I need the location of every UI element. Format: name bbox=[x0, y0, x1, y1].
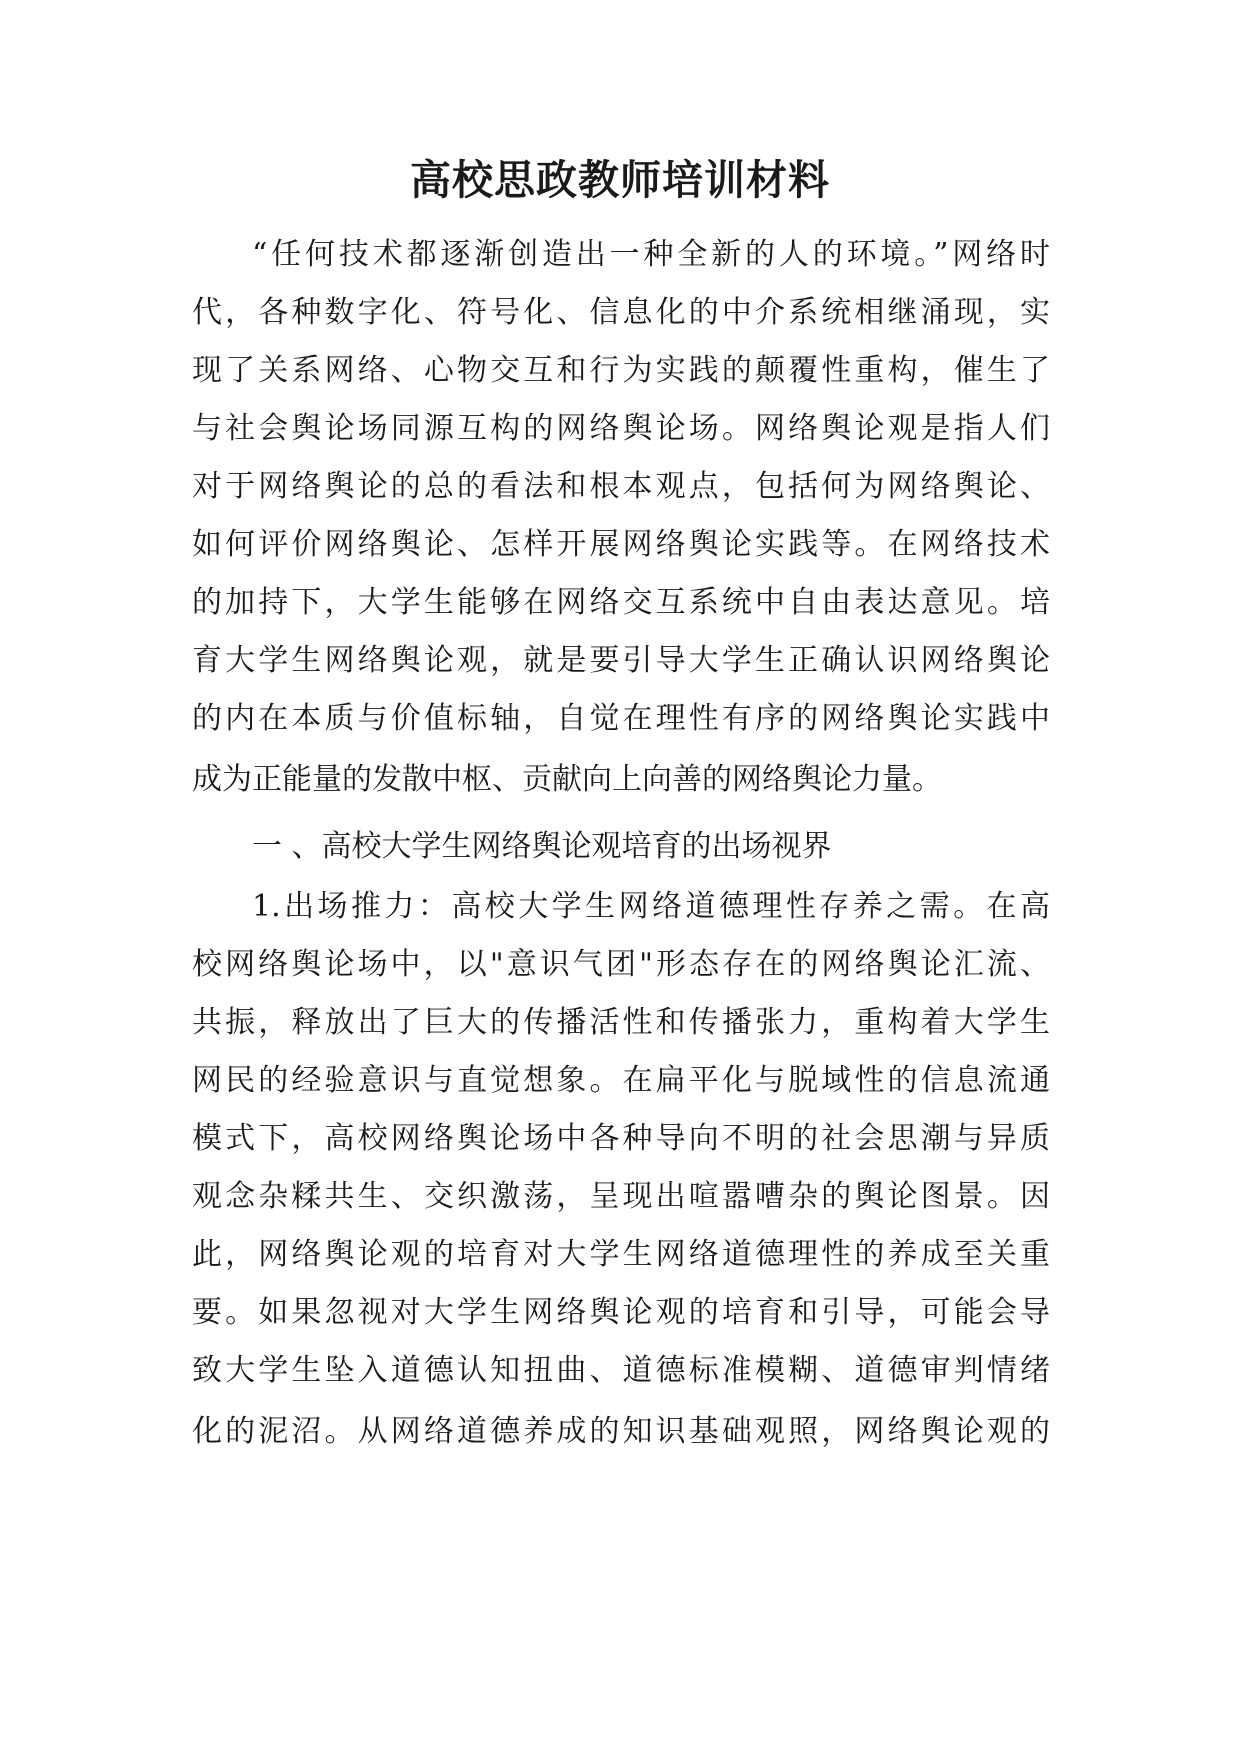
paragraph-line: 化的泥沼。从网络道德养成的知识基础观照，网络舆论观的 bbox=[192, 1414, 1050, 1449]
paragraph-line: 致大学生坠入道德认知扭曲、道德标准模糊、道德审判情绪 bbox=[192, 1353, 1050, 1388]
paragraph-line: 共振，释放出了巨大的传播活性和传播张力，重构着大学生 bbox=[192, 1005, 1050, 1040]
paragraph-line: 此，网络舆论观的培育对大学生网络道德理性的养成至关重 bbox=[192, 1237, 1050, 1272]
intro-paragraph bbox=[192, 226, 1050, 748]
paragraph-line: 与社会舆论场同源互构的网络舆论场。网络舆论观是指人们 bbox=[192, 411, 1050, 446]
section-heading-text: 一 、高校大学生网络舆论观培育的出场视界 bbox=[252, 829, 832, 864]
paragraph-line: 成为正能量的发散中枢、贡献向上向善的网络舆论力量。 bbox=[192, 762, 942, 797]
paragraph-line: “任何技术都逐渐创造出一种全新的人的环境。”网络时 bbox=[252, 237, 1050, 272]
paragraph-line: 观念杂糅共生、交织激荡，呈现出喧嚣嘈杂的舆论图景。因 bbox=[192, 1179, 1050, 1214]
paragraph-line: 要。如果忽视对大学生网络舆论观的培育和引导，可能会导 bbox=[192, 1295, 1050, 1330]
paragraph-line: 模式下，高校网络舆论场中各种导向不明的社会思潮与异质 bbox=[192, 1121, 1050, 1156]
paragraph-line: 网民的经验意识与直觉想象。在扁平化与脱域性的信息流通 bbox=[192, 1063, 1050, 1098]
section-heading bbox=[192, 818, 1050, 876]
intro-paragraph-end bbox=[192, 751, 1050, 809]
paragraph-line: 如何评价网络舆论、怎样开展网络舆论实践等。在网络技术 bbox=[192, 527, 1050, 562]
paragraph-line: 校网络舆论场中，以"意识气团"形态存在的网络舆论汇流、 bbox=[192, 947, 1050, 982]
paragraph-line: 对于网络舆论的总的看法和根本观点，包括何为网络舆论、 bbox=[192, 469, 1050, 504]
section-paragraph-end bbox=[192, 1403, 1050, 1461]
paragraph-line: 现了关系网络、心物交互和行为实践的颠覆性重构，催生了 bbox=[192, 353, 1050, 388]
paragraph-line: 的加持下，大学生能够在网络交互系统中自由表达意见。培 bbox=[192, 585, 1050, 620]
paragraph-line: 代，各种数字化、符号化、信息化的中介系统相继涌现，实 bbox=[192, 295, 1050, 330]
document-title: 高校思政教师培训材料 bbox=[410, 156, 830, 204]
paragraph-line: 1.出场推力：高校大学生网络道德理性存养之需。在高 bbox=[252, 889, 1050, 924]
paragraph-line: 的内在本质与价值标轴，自觉在理性有序的网络舆论实践中 bbox=[192, 701, 1050, 736]
section-paragraph bbox=[192, 878, 1050, 1400]
paragraph-line: 育大学生网络舆论观，就是要引导大学生正确认识网络舆论 bbox=[192, 643, 1050, 678]
